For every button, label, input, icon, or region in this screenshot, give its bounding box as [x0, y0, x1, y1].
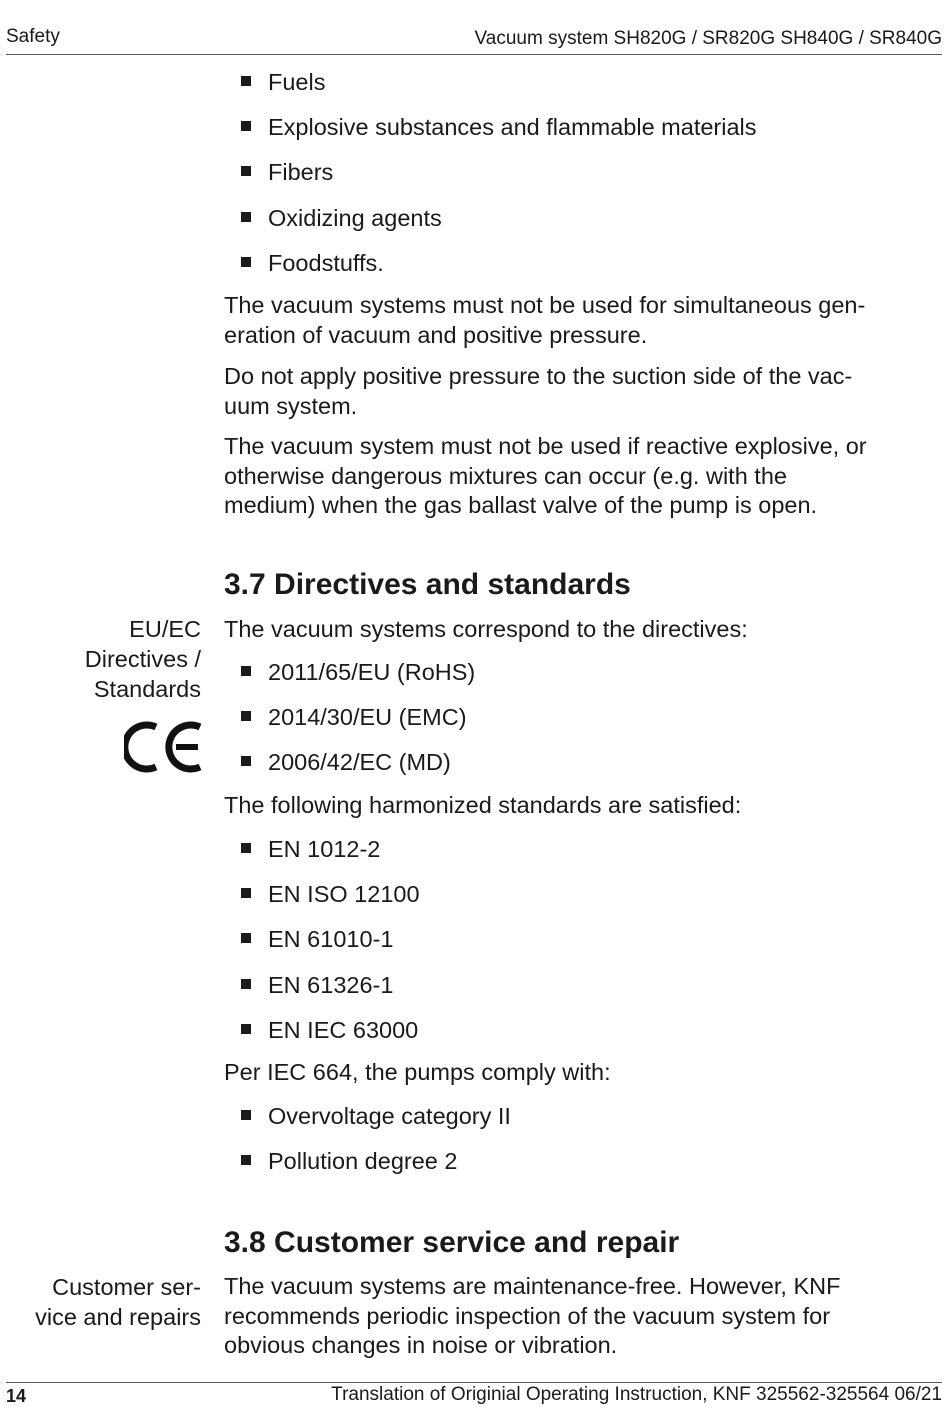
- page-footer: [6, 1382, 942, 1407]
- page-number: 14: [6, 1386, 27, 1406]
- header-product: Vacuum system SH820G / SR820G SH840G / SR840G: [474, 28, 942, 49]
- list-item: Oxidizing agents: [238, 204, 757, 249]
- bullet-icon: [241, 666, 251, 676]
- margin-note-customer-service: Customer ser- vice and repairs: [35, 1274, 201, 1330]
- list-item: 2006/42/EC (MD): [238, 748, 475, 793]
- directives-intro: The vacuum systems correspond to the directives:: [224, 616, 748, 642]
- list-item: EN ISO 12100: [238, 880, 420, 925]
- paragraph-explosive-mixtures: The vacuum system must not be used if reactive explosive, or otherwise dangerous mixtures can occur (e.g. with the medium) when the gas ballast valve of the pump is open.: [224, 433, 867, 518]
- paragraph-positive-pressure: Do not apply positive pressure to the suction side of the vac- uum system.: [224, 363, 853, 419]
- list-item: EN 1012-2: [238, 835, 420, 880]
- header-section: Safety: [6, 26, 60, 47]
- list-item: Explosive substances and flammable materials: [238, 113, 757, 158]
- bullet-icon: [241, 76, 251, 86]
- iec-list: [238, 1102, 511, 1192]
- list-item: EN 61010-1: [238, 925, 420, 970]
- iec-intro: Per IEC 664, the pumps comply with:: [224, 1059, 611, 1085]
- bullet-icon: [241, 121, 251, 131]
- bullet-icon: [241, 979, 251, 989]
- list-item: Overvoltage category II: [238, 1102, 511, 1147]
- list-item: EN 61326-1: [238, 971, 420, 1016]
- bullet-icon: [241, 888, 251, 898]
- list-item: EN IEC 63000: [238, 1016, 420, 1061]
- page-header: [6, 26, 942, 55]
- list-item: Fuels: [238, 68, 757, 113]
- margin-note-directives: EU/EC Directives / Standards: [84, 616, 201, 702]
- top-bullet-list: [238, 68, 757, 294]
- list-item: 2011/65/EU (RoHS): [238, 658, 475, 703]
- bullet-icon: [241, 756, 251, 766]
- heading-3-8: 3.8 Customer service and repair: [224, 1226, 680, 1259]
- bullet-icon: [241, 1110, 251, 1120]
- bullet-icon: [241, 933, 251, 943]
- bullet-icon: [241, 843, 251, 853]
- heading-3-7: 3.7 Directives and standards: [224, 568, 631, 601]
- paragraph-customer-service: The vacuum systems are maintenance-free. However, KNF recommends periodic inspection of the vacuum system for obvious changes in noise or vibration.: [224, 1273, 841, 1358]
- bullet-icon: [241, 1155, 251, 1165]
- list-item: Foodstuffs.: [238, 249, 757, 294]
- standards-list: [238, 835, 420, 1061]
- paragraph-simultaneous: The vacuum systems must not be used for simultaneous gen- eration of vacuum and positive pressure.: [224, 292, 866, 348]
- list-item: 2014/30/EU (EMC): [238, 703, 475, 748]
- bullet-icon: [241, 257, 251, 267]
- list-item: Fibers: [238, 158, 757, 203]
- bullet-icon: [241, 212, 251, 222]
- bullet-icon: [241, 1024, 251, 1034]
- list-item: Pollution degree 2: [238, 1147, 511, 1192]
- bullet-icon: [241, 711, 251, 721]
- bullet-icon: [241, 166, 251, 176]
- footer-source: Translation of Originial Operating Instruction, KNF 325562-325564 06/21: [331, 1384, 942, 1405]
- ce-mark-icon: [124, 718, 204, 776]
- directives-list: [238, 658, 475, 794]
- standards-intro: The following harmonized standards are satisfied:: [224, 792, 742, 818]
